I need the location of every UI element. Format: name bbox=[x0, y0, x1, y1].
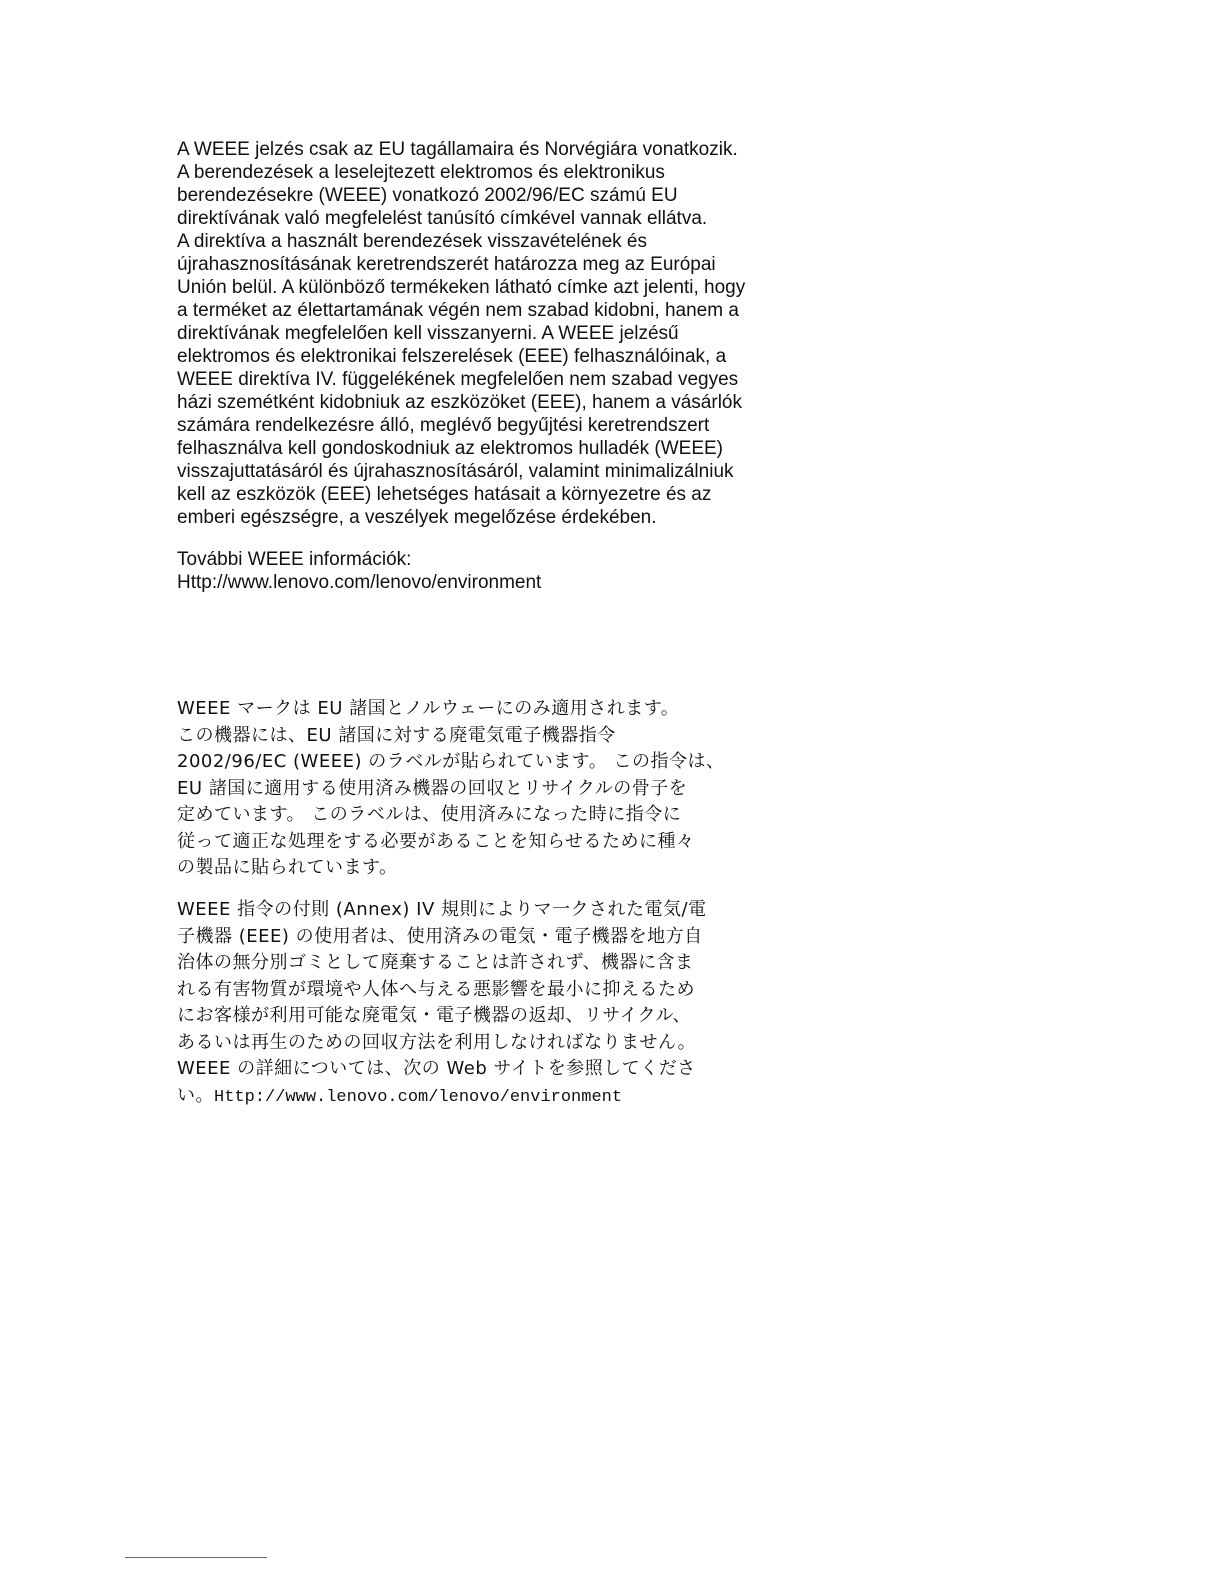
japanese-weee-paragraph-2 bbox=[177, 897, 817, 1111]
paragraph-line: felhasználva kell gondoskodniuk az elektromos hulladék (WEEE) bbox=[177, 438, 723, 459]
paragraph-line: 定めています。 このラベルは、使用済みになった時に指令に bbox=[177, 804, 682, 825]
paragraph-line: 2002/96/EC (WEEE) のラベルが貼られています。 この指令は、 bbox=[177, 751, 725, 772]
paragraph-line: számára rendelkezésre álló, meglévő begyűjtési keretrendszert bbox=[177, 415, 710, 436]
environment-url: Http://www.lenovo.com/lenovo/environment bbox=[214, 1087, 623, 1107]
paragraph-line: WEEE direktíva IV. függelékének megfelelően nem szabad vegyes bbox=[177, 369, 739, 390]
paragraph-line: kell az eszközök (EEE) lehetséges hatásait a környezetre és az bbox=[177, 484, 712, 505]
more-info-label: További WEEE információk: bbox=[177, 549, 412, 570]
paragraph-line: 従って適正な処理をする必要があることを知らせるために種々 bbox=[177, 830, 695, 852]
paragraph-line: この機器には、EU 諸国に対する廃電気電子機器指令 bbox=[177, 724, 616, 746]
paragraph-line: れる有害物質が環境や人体へ与える悪影響を最小に抑えるため bbox=[177, 978, 695, 1000]
paragraph-line: の製品に貼られています。 bbox=[177, 857, 398, 878]
paragraph-line: 子機器 (EEE) の使用者は、使用済みの電気・電子機器を地方自 bbox=[177, 925, 703, 947]
paragraph-line: EU 諸国に適用する使用済み機器の回収とリサイクルの骨子を bbox=[177, 777, 688, 799]
japanese-weee-paragraph-1 bbox=[177, 696, 817, 882]
paragraph-line: Unión belül. A különböző termékeken látható címke azt jelenti, hogy bbox=[177, 277, 746, 298]
paragraph-line: újrahasznosításának keretrendszerét határozza meg az Európai bbox=[177, 254, 716, 275]
paragraph-line: visszajuttatásáról és újrahasznosításáról, valamint minimalizálniuk bbox=[177, 461, 734, 482]
paragraph-line: direktívának megfelelően kell visszanyerni. A WEEE jelzésű bbox=[177, 323, 679, 344]
paragraph-line: emberi egészségre, a veszélyek megelőzése érdekében. bbox=[177, 507, 657, 528]
paragraph-line: にお客様が利用可能な廃電気・電子機器の返却、リサイクル、 bbox=[177, 1005, 692, 1026]
paragraph-line: A berendezések a leselejtezett elektromos és elektronikus bbox=[177, 162, 665, 183]
paragraph-line: direktívának való megfelelést tanúsító címkével vannak ellátva. bbox=[177, 208, 708, 229]
paragraph-line: berendezésekre (WEEE) vonatkozó 2002/96/EC számú EU bbox=[177, 185, 678, 206]
footnote-separator bbox=[125, 1557, 267, 1558]
paragraph-line: WEEE マークは EU 諸国とノルウェーにのみ適用されます。 bbox=[177, 698, 680, 719]
paragraph-last-line bbox=[177, 1083, 817, 1112]
paragraph-line: elektromos és elektronikai felszerelések (EEE) felhasználóinak, a bbox=[177, 346, 727, 367]
paragraph-line: A direktíva a használt berendezések visszavételének és bbox=[177, 231, 647, 252]
hungarian-more-info bbox=[177, 548, 817, 594]
last-line-prefix: い。 bbox=[177, 1084, 214, 1106]
paragraph-line: WEEE の詳細については、次の Web サイトを参照してくださ bbox=[177, 1058, 696, 1079]
paragraph-line: あるいは再生のための回収方法を利用しなければなりません。 bbox=[177, 1031, 697, 1053]
paragraph-line: WEEE 指令の付則 (Annex) IV 規則によりマ一クされた電気/電 bbox=[177, 899, 707, 920]
hungarian-weee-paragraph bbox=[177, 138, 817, 529]
paragraph-line: a terméket az élettartamának végén nem szabad kidobni, hanem a bbox=[177, 300, 739, 321]
paragraph-line: A WEEE jelzés csak az EU tagállamaira és Norvégiára vonatkozik. bbox=[177, 139, 738, 160]
more-info-url: Http://www.lenovo.com/lenovo/environment bbox=[177, 572, 542, 593]
paragraph-line: 治体の無分別ゴミとして廃棄することは許されず、機器に含ま bbox=[177, 952, 694, 973]
paragraph-line: házi szemétként kidobniuk az eszközöket (EEE), hanem a vásárlók bbox=[177, 392, 742, 413]
